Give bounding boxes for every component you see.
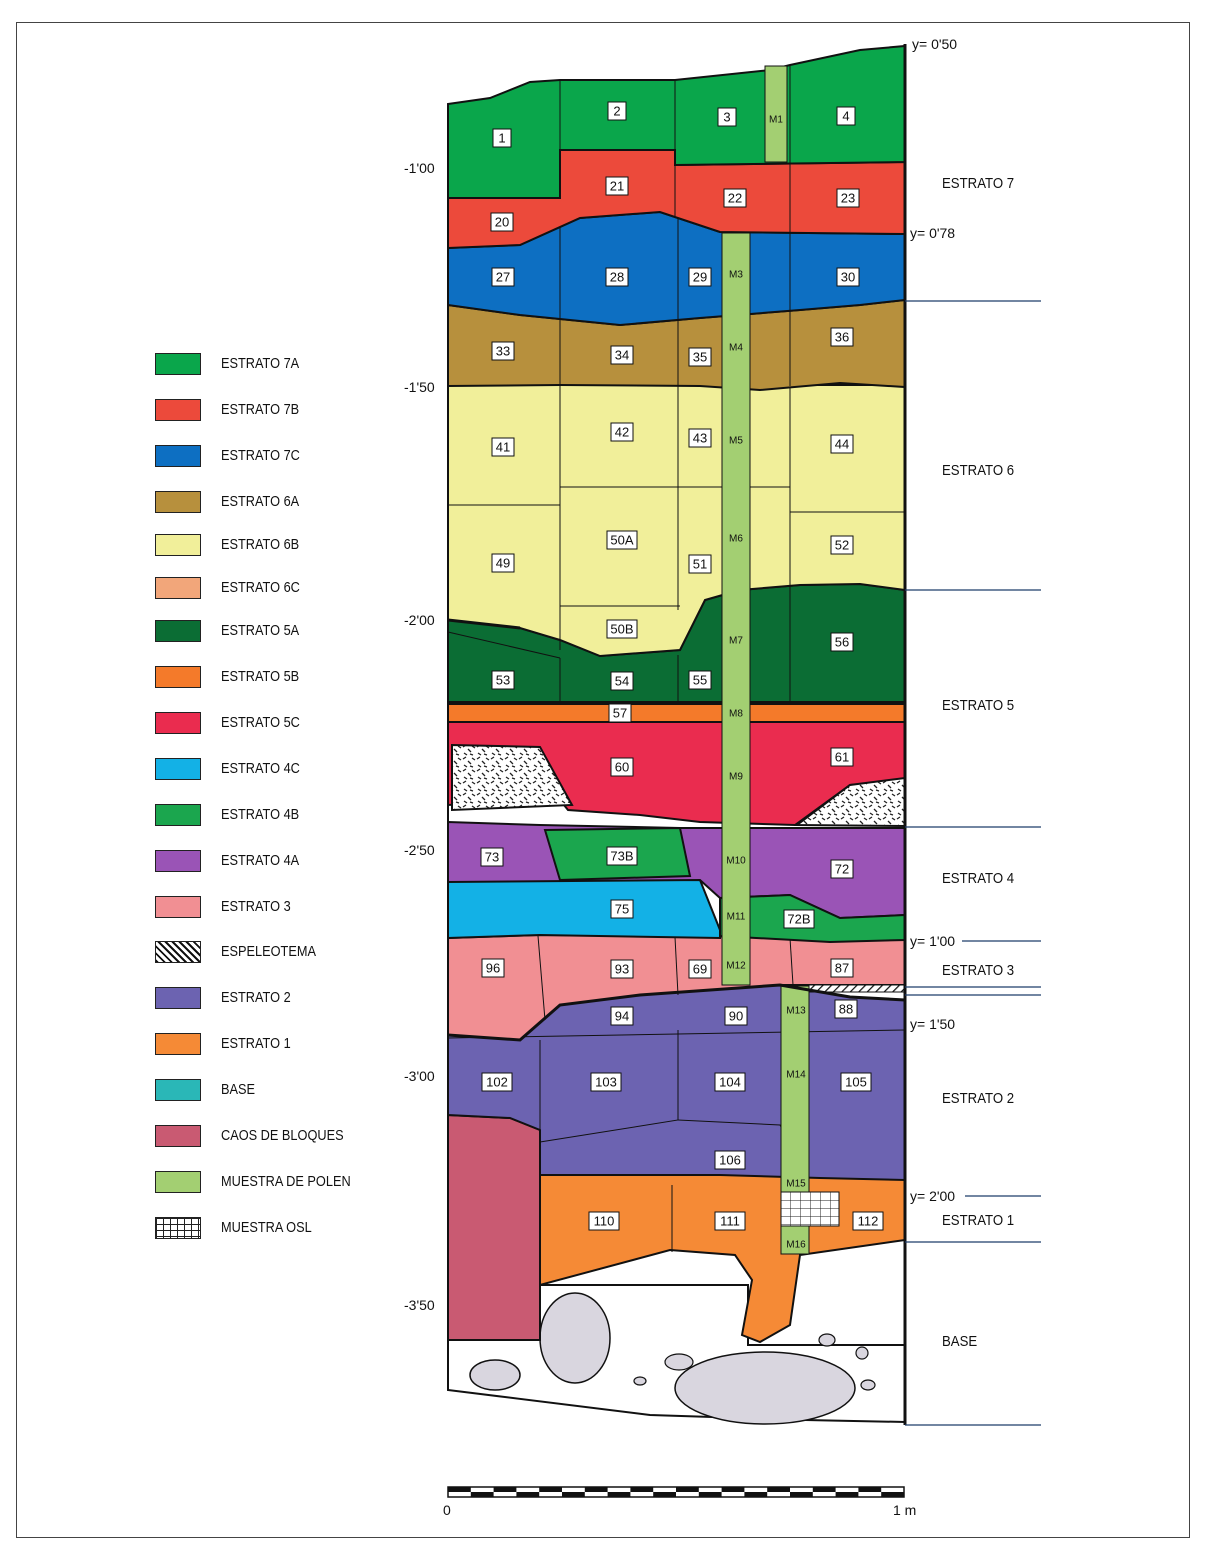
sample-label-text: 41 bbox=[495, 439, 511, 455]
sample-label-text: 73B bbox=[610, 848, 634, 864]
scale-segment bbox=[608, 1492, 631, 1497]
sample-label-s54 bbox=[611, 672, 633, 690]
sample-label-s111 bbox=[715, 1212, 745, 1230]
sample-label-s103 bbox=[591, 1073, 621, 1091]
sample-label-text: 49 bbox=[495, 555, 511, 571]
sample-label-s94 bbox=[611, 1007, 633, 1025]
scale-segment bbox=[448, 1487, 471, 1492]
sample-label-text: 110 bbox=[593, 1213, 615, 1229]
estrato-5b bbox=[448, 704, 905, 722]
sample-label-text: 3 bbox=[723, 109, 731, 125]
legend-swatch bbox=[155, 712, 201, 734]
sample-label-text: 105 bbox=[845, 1074, 867, 1090]
sample-label-m9 bbox=[727, 769, 746, 783]
legend-label: ESTRATO 1 bbox=[221, 1035, 291, 1052]
sample-label-s44 bbox=[831, 435, 853, 453]
sample-label-text: 50B bbox=[610, 621, 634, 637]
sample-label-text: 23 bbox=[840, 190, 856, 206]
sample-label-s21 bbox=[606, 177, 628, 195]
y-label-0-78: y= 0'78 bbox=[910, 225, 956, 241]
sample-label-s96 bbox=[482, 959, 504, 977]
y-label-1-50: y= 1'50 bbox=[910, 1016, 956, 1032]
y-label-1-00: y= 1'00 bbox=[910, 933, 956, 949]
sample-label-text: 43 bbox=[692, 430, 708, 446]
sample-label-text: 106 bbox=[719, 1152, 741, 1168]
depth-label-3-50: -3'50 bbox=[404, 1297, 435, 1313]
sample-label-s72b bbox=[784, 910, 814, 928]
legend-label: CAOS DE BLOQUES bbox=[221, 1127, 344, 1144]
sample-label-m8 bbox=[727, 706, 746, 720]
sample-label-m3 bbox=[727, 267, 746, 281]
legend-swatch bbox=[155, 941, 201, 963]
scale-segment bbox=[881, 1492, 904, 1497]
sample-label-text: M13 bbox=[786, 1005, 806, 1017]
scale-segment bbox=[471, 1492, 494, 1497]
scale-segment bbox=[767, 1487, 790, 1492]
legend-swatch bbox=[155, 1079, 201, 1101]
sample-label-m5 bbox=[727, 433, 746, 447]
legend-swatch bbox=[155, 666, 201, 688]
legend-swatch bbox=[155, 534, 201, 556]
legend-label: MUESTRA DE POLEN bbox=[221, 1173, 351, 1190]
sample-label-text: 61 bbox=[834, 749, 850, 765]
scale-segment bbox=[676, 1487, 699, 1492]
sample-label-s72 bbox=[831, 860, 853, 878]
sample-label-s61 bbox=[831, 748, 853, 766]
sample-label-m16 bbox=[783, 1237, 809, 1251]
sample-label-text: 44 bbox=[834, 436, 850, 452]
sample-label-text: 112 bbox=[857, 1213, 879, 1229]
sample-label-text: 53 bbox=[495, 672, 511, 688]
y-label-2-00: y= 2'00 bbox=[910, 1188, 956, 1204]
sample-label-s69 bbox=[689, 960, 711, 978]
sample-label-text: 104 bbox=[719, 1074, 741, 1090]
sample-label-s51 bbox=[689, 555, 711, 573]
sample-label-text: M4 bbox=[729, 342, 743, 354]
label-base: BASE bbox=[942, 1333, 978, 1350]
sample-label-text: 55 bbox=[692, 672, 708, 688]
sample-label-s3 bbox=[718, 108, 736, 126]
sample-label-text: M6 bbox=[729, 533, 743, 545]
legend-swatch bbox=[155, 1217, 201, 1239]
sample-label-s4 bbox=[837, 107, 855, 125]
sample-label-text: 90 bbox=[728, 1008, 744, 1024]
scale-segment bbox=[630, 1487, 653, 1492]
sample-label-text: 75 bbox=[614, 901, 630, 917]
legend-label: ESTRATO 6B bbox=[221, 536, 300, 553]
scale-segment bbox=[813, 1487, 836, 1492]
sample-label-text: 72B bbox=[787, 911, 811, 927]
sample-label-text: 35 bbox=[692, 349, 708, 365]
legend-swatch bbox=[155, 620, 201, 642]
sample-label-text: 87 bbox=[834, 960, 850, 976]
sample-label-s30 bbox=[837, 268, 859, 286]
sample-label-s50b bbox=[607, 620, 637, 638]
sample-label-s93 bbox=[611, 960, 633, 978]
scale-segment bbox=[722, 1487, 745, 1492]
legend-label: BASE bbox=[221, 1081, 256, 1098]
legend-label: ESTRATO 7A bbox=[221, 355, 300, 372]
legend-label: ESTRATO 5B bbox=[221, 668, 300, 685]
sample-label-s49 bbox=[492, 554, 514, 572]
sample-label-s106 bbox=[715, 1151, 745, 1169]
sample-label-text: 93 bbox=[614, 961, 630, 977]
sample-label-s112 bbox=[853, 1212, 883, 1230]
scale-segment bbox=[699, 1492, 722, 1497]
legend-label: ESTRATO 4A bbox=[221, 852, 300, 869]
sample-label-s75 bbox=[611, 900, 633, 918]
sample-label-text: 69 bbox=[692, 961, 708, 977]
scale-segment bbox=[744, 1492, 767, 1497]
legend-swatch bbox=[155, 987, 201, 1009]
sample-label-text: 1 bbox=[498, 130, 506, 146]
scale-segment bbox=[494, 1487, 517, 1492]
legend-swatch bbox=[155, 577, 201, 599]
scale-end-label: 1 m bbox=[893, 1502, 917, 1518]
legend-label: ESTRATO 5C bbox=[221, 714, 300, 731]
estrato-4c bbox=[448, 880, 720, 938]
sample-label-text: M7 bbox=[729, 635, 743, 647]
sample-label-text: 88 bbox=[838, 1001, 854, 1017]
depth-label-3-00: -3'00 bbox=[404, 1068, 435, 1084]
block-1 bbox=[540, 1293, 610, 1383]
sample-label-s22 bbox=[724, 189, 746, 207]
sample-label-s23 bbox=[837, 189, 859, 207]
sample-label-text: 103 bbox=[595, 1074, 617, 1090]
label-estrato-3: ESTRATO 3 bbox=[942, 962, 1015, 979]
sample-label-text: M16 bbox=[786, 1239, 806, 1251]
sample-label-text: 34 bbox=[614, 347, 630, 363]
legend-label: ESTRATO 4B bbox=[221, 806, 300, 823]
sample-label-s1 bbox=[493, 129, 511, 147]
sample-label-text: 29 bbox=[692, 269, 708, 285]
scale-start-label: 0 bbox=[443, 1502, 451, 1518]
sample-label-text: M14 bbox=[786, 1069, 806, 1081]
legend-swatch bbox=[155, 399, 201, 421]
sample-label-text: M3 bbox=[729, 269, 743, 281]
sample-label-s56 bbox=[831, 633, 853, 651]
label-estrato-1: ESTRATO 1 bbox=[942, 1212, 1015, 1229]
sample-label-s88 bbox=[835, 1000, 857, 1018]
block-3 bbox=[470, 1360, 520, 1390]
sample-label-s104 bbox=[715, 1073, 745, 1091]
legend-swatch bbox=[155, 758, 201, 780]
sample-label-s43 bbox=[689, 429, 711, 447]
sample-label-text: M9 bbox=[729, 771, 743, 783]
sample-label-text: 94 bbox=[614, 1008, 630, 1024]
osl-sample bbox=[781, 1192, 839, 1226]
sample-label-text: 96 bbox=[485, 960, 501, 976]
sample-label-s73 bbox=[481, 848, 503, 866]
sample-label-text: 102 bbox=[486, 1074, 508, 1090]
sample-label-s87 bbox=[831, 959, 853, 977]
scale-segment bbox=[836, 1492, 859, 1497]
legend-swatch bbox=[155, 1033, 201, 1055]
sample-label-text: 28 bbox=[609, 269, 625, 285]
depth-label-1-00: -1'00 bbox=[404, 160, 435, 176]
depth-label-2-50: -2'50 bbox=[404, 842, 435, 858]
legend-label: ESTRATO 7C bbox=[221, 447, 300, 464]
sample-label-text: 27 bbox=[495, 269, 511, 285]
legend-swatch bbox=[155, 1171, 201, 1193]
sample-label-text: 52 bbox=[834, 537, 850, 553]
legend-label: ESTRATO 2 bbox=[221, 989, 291, 1006]
sample-label-s55 bbox=[689, 671, 711, 689]
scale-segment bbox=[562, 1492, 585, 1497]
scale-bar bbox=[448, 1487, 904, 1497]
sample-label-text: 30 bbox=[840, 269, 856, 285]
sample-label-text: 33 bbox=[495, 343, 511, 359]
sample-label-text: 111 bbox=[720, 1213, 740, 1229]
sample-label-text: 73 bbox=[484, 849, 500, 865]
label-estrato-6: ESTRATO 6 bbox=[942, 462, 1015, 479]
legend-swatch bbox=[155, 353, 201, 375]
sample-label-text: 2 bbox=[613, 103, 621, 119]
legend-label: ESTRATO 5A bbox=[221, 622, 300, 639]
depth-label-1-50: -1'50 bbox=[404, 379, 435, 395]
scale-segment bbox=[858, 1487, 881, 1492]
sample-label-m4 bbox=[727, 340, 746, 354]
sample-label-text: 42 bbox=[614, 424, 630, 440]
sample-label-text: 21 bbox=[609, 178, 625, 194]
sample-label-m7 bbox=[727, 633, 746, 647]
sample-label-s36 bbox=[831, 328, 853, 346]
legend-swatch bbox=[155, 491, 201, 513]
legend-label: ESTRATO 6C bbox=[221, 579, 300, 596]
sample-label-s60 bbox=[611, 758, 633, 776]
sample-label-text: 57 bbox=[612, 705, 628, 721]
sample-label-text: M11 bbox=[726, 911, 746, 923]
sample-label-text: 54 bbox=[614, 673, 630, 689]
sample-label-text: M10 bbox=[726, 855, 746, 867]
sample-label-s29 bbox=[689, 268, 711, 286]
sample-label-s90 bbox=[725, 1007, 747, 1025]
sample-label-s105 bbox=[841, 1073, 871, 1091]
sample-label-m13 bbox=[783, 1003, 809, 1017]
sample-label-s34 bbox=[611, 346, 633, 364]
sample-label-s110 bbox=[589, 1212, 619, 1230]
sample-label-m15 bbox=[783, 1176, 809, 1190]
sample-label-m11 bbox=[723, 909, 749, 923]
sample-label-s35 bbox=[689, 348, 711, 366]
sample-label-s73b bbox=[607, 847, 637, 865]
sample-label-text: M15 bbox=[786, 1178, 806, 1190]
sample-label-m12 bbox=[723, 958, 749, 972]
sample-label-s20 bbox=[491, 213, 513, 231]
sample-label-s102 bbox=[482, 1073, 512, 1091]
sample-label-s27 bbox=[492, 268, 514, 286]
label-estrato-7: ESTRATO 7 bbox=[942, 175, 1015, 192]
legend-label: ESTRATO 6A bbox=[221, 493, 300, 510]
legend-label: MUESTRA OSL bbox=[221, 1219, 312, 1236]
legend-label: ESTRATO 3 bbox=[221, 898, 291, 915]
sample-label-m14 bbox=[783, 1067, 809, 1081]
sample-label-text: 60 bbox=[614, 759, 630, 775]
scale-segment bbox=[790, 1492, 813, 1497]
legend-swatch bbox=[155, 896, 201, 918]
depth-label-2-00: -2'00 bbox=[404, 612, 435, 628]
sample-label-s28 bbox=[606, 268, 628, 286]
legend-swatch bbox=[155, 804, 201, 826]
sample-label-text: 56 bbox=[834, 634, 850, 650]
scale-segment bbox=[516, 1492, 539, 1497]
caos-de-bloques bbox=[448, 1115, 540, 1340]
legend-swatch bbox=[155, 445, 201, 467]
legend-label: ESTRATO 4C bbox=[221, 760, 300, 777]
block-2 bbox=[675, 1352, 855, 1424]
sample-label-s33 bbox=[492, 342, 514, 360]
sample-label-text: M5 bbox=[729, 435, 743, 447]
sample-label-text: 4 bbox=[842, 108, 850, 124]
sample-label-text: 20 bbox=[494, 214, 510, 230]
sample-label-s2 bbox=[608, 102, 626, 120]
legend-label: ESPELEOTEMA bbox=[221, 943, 316, 960]
sample-label-s52 bbox=[831, 536, 853, 554]
sample-label-text: 36 bbox=[834, 329, 850, 345]
sample-label-m1 bbox=[767, 112, 786, 126]
sample-label-text: 51 bbox=[692, 556, 708, 572]
sample-label-text: M1 bbox=[769, 114, 783, 126]
sample-label-s53 bbox=[492, 671, 514, 689]
scale-segment bbox=[653, 1492, 676, 1497]
legend-swatch bbox=[155, 1125, 201, 1147]
sample-label-text: 22 bbox=[727, 190, 743, 206]
sample-label-s42 bbox=[611, 423, 633, 441]
sample-label-text: 50A bbox=[610, 532, 634, 548]
sample-label-m6 bbox=[727, 531, 746, 545]
label-estrato-2: ESTRATO 2 bbox=[942, 1090, 1015, 1107]
sample-label-text: M8 bbox=[729, 708, 743, 720]
y-label-0-50: y= 0'50 bbox=[912, 36, 958, 52]
sample-label-s41 bbox=[492, 438, 514, 456]
legend-label: ESTRATO 7B bbox=[221, 401, 300, 418]
scale-segment bbox=[539, 1487, 562, 1492]
sample-label-s57 bbox=[609, 704, 631, 722]
label-estrato-5: ESTRATO 5 bbox=[942, 697, 1015, 714]
sample-label-s50a bbox=[607, 531, 637, 549]
sample-label-m10 bbox=[723, 853, 749, 867]
sample-label-text: 72 bbox=[834, 861, 850, 877]
label-estrato-4: ESTRATO 4 bbox=[942, 870, 1015, 887]
sample-label-text: M12 bbox=[726, 960, 746, 972]
scale-segment bbox=[585, 1487, 608, 1492]
legend-swatch bbox=[155, 850, 201, 872]
